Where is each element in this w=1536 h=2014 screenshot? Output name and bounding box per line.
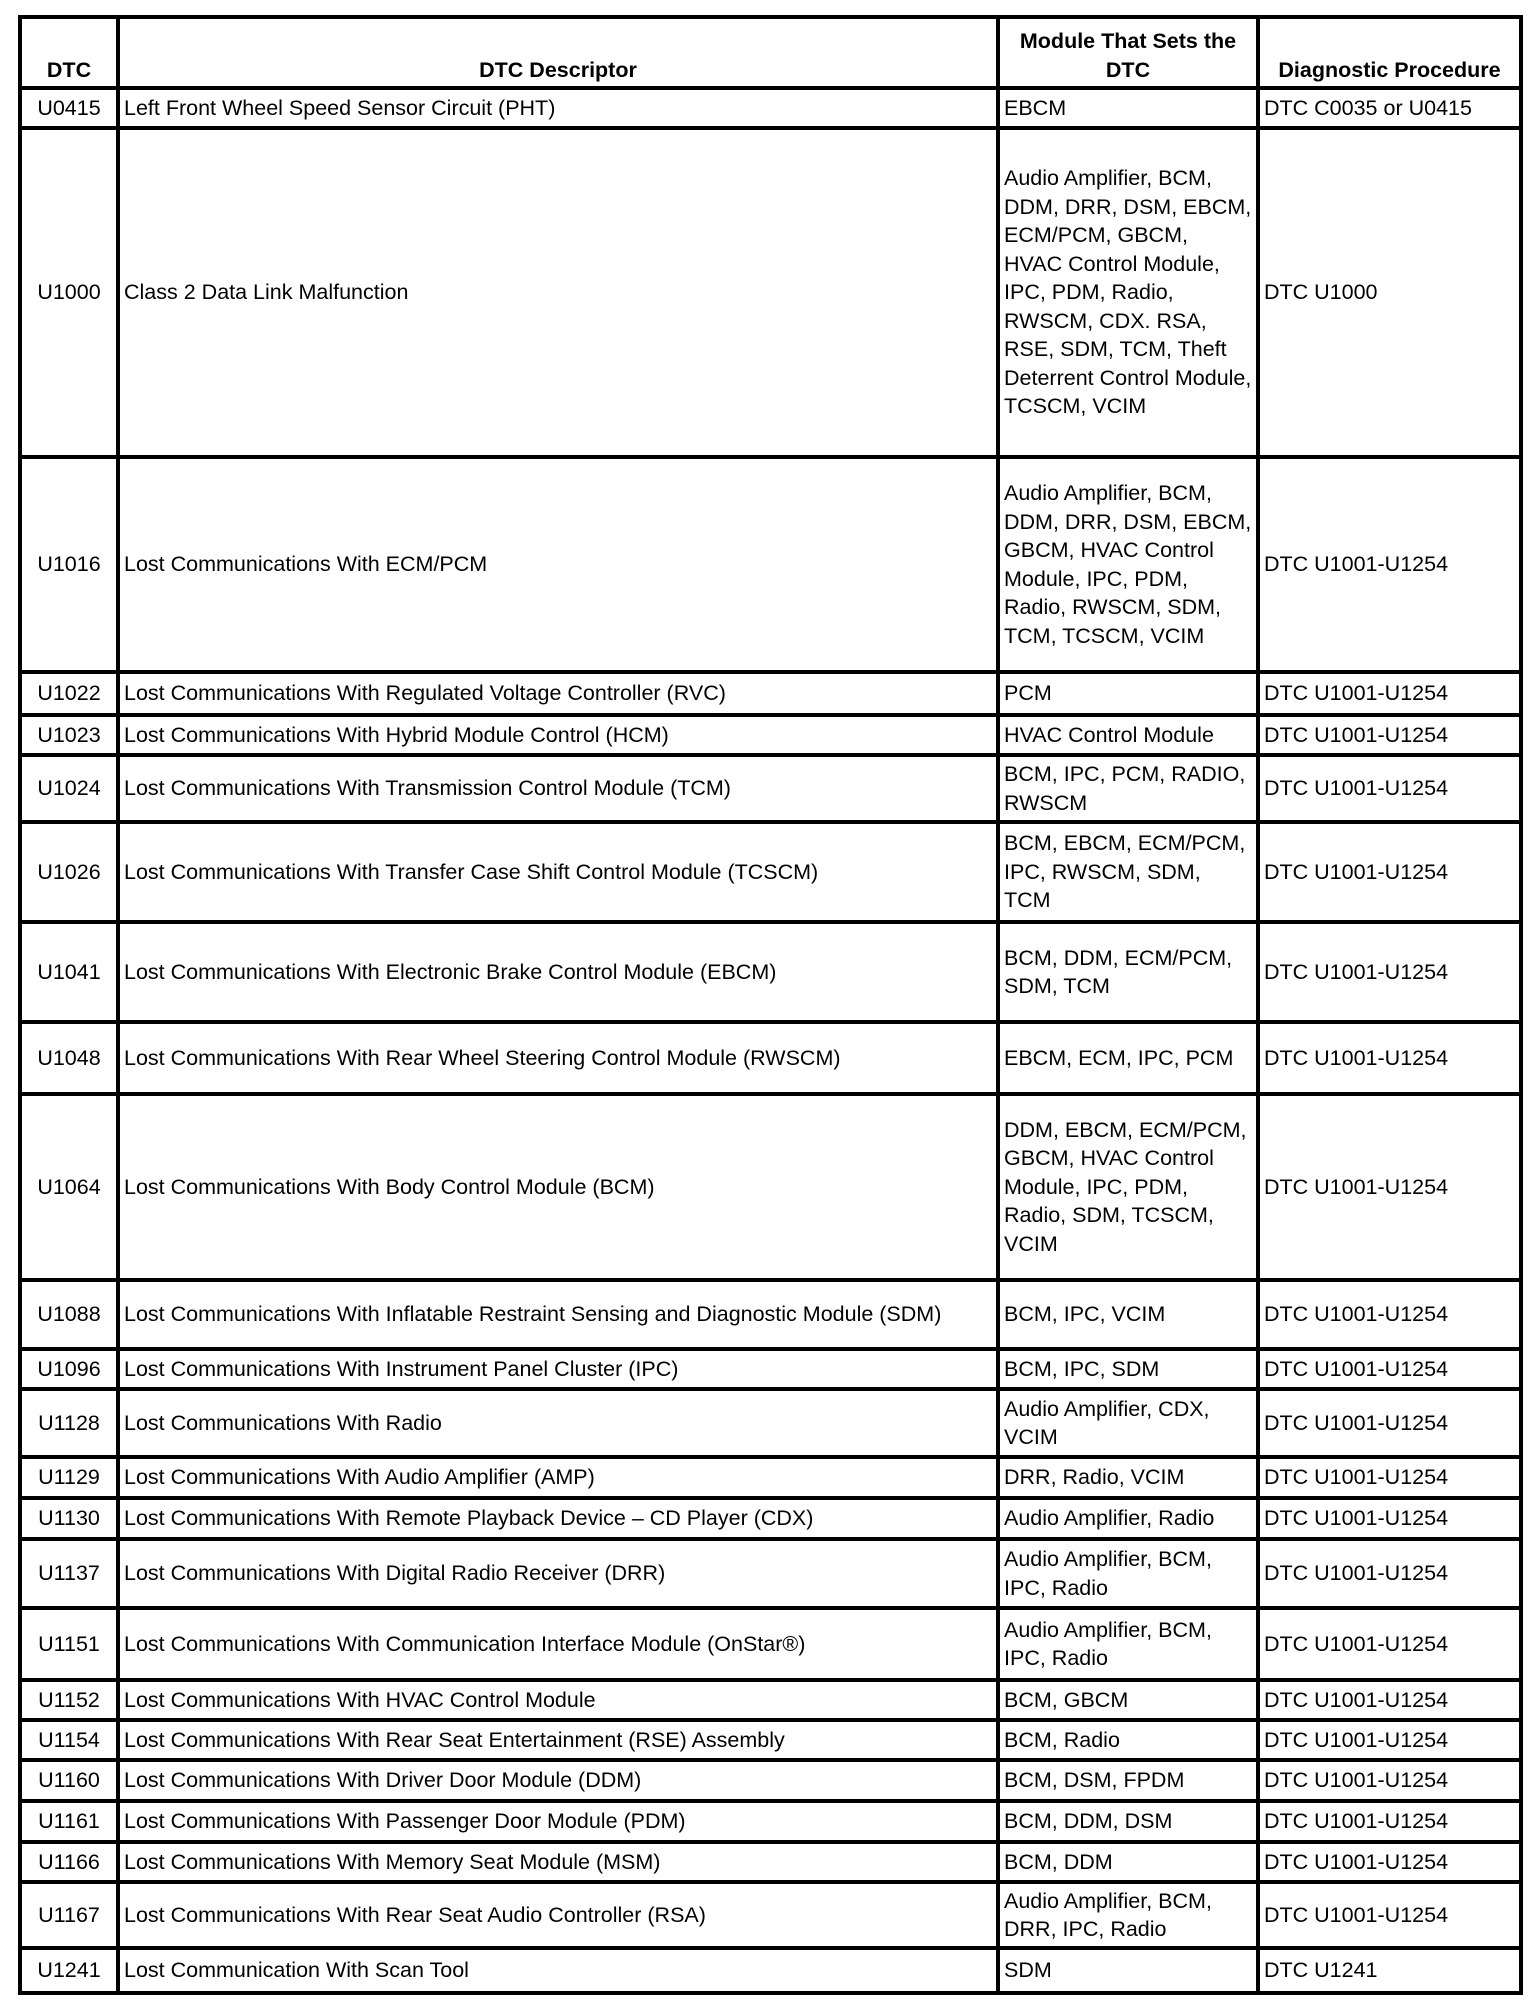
table-row [20,1094,1521,1280]
module-cell: Audio Amplifier, BCM, DDM, DRR, DSM, EBCM, GBCM, HVAC Control Module, IPC, PDM, Radio, RWSCM, SDM, TCM, TCSCM, VCIM [998,457,1258,672]
table-row [20,1280,1521,1349]
dtc-code-cell: U1160 [20,1760,118,1801]
diagnostic-procedure-cell: DTC U1000 [1258,128,1521,457]
dtc-descriptor-cell: Lost Communications With Transmission Control Module (TCM) [118,755,998,822]
dtc-descriptor-cell: Lost Communications With Digital Radio Receiver (DRR) [118,1539,998,1608]
table-row [20,1608,1521,1680]
dtc-code-cell: U1026 [20,822,118,922]
table-body [20,88,1521,1993]
table-row [20,1948,1521,1993]
diagnostic-procedure-cell: DTC U1001-U1254 [1258,922,1521,1022]
header-row [20,17,1521,88]
diagnostic-procedure-cell: DTC U1001-U1254 [1258,1539,1521,1608]
diagnostic-procedure-cell: DTC U1001-U1254 [1258,755,1521,822]
diagnostic-procedure-cell: DTC U1001-U1254 [1258,1720,1521,1760]
table-row [20,672,1521,715]
diagnostic-procedure-cell: DTC U1001-U1254 [1258,1280,1521,1349]
table-row [20,1349,1521,1389]
dtc-descriptor-cell: Lost Communications With Passenger Door Module (PDM) [118,1801,998,1842]
module-cell: BCM, IPC, SDM [998,1349,1258,1389]
table-row [20,457,1521,672]
table-row [20,128,1521,457]
dtc-code-cell: U1130 [20,1498,118,1539]
dtc-descriptor-cell: Lost Communications With Memory Seat Module (MSM) [118,1842,998,1882]
dtc-code-cell: U1152 [20,1680,118,1720]
dtc-descriptor-cell: Lost Communications With Driver Door Module (DDM) [118,1760,998,1801]
table-header [20,17,1521,88]
diagnostic-procedure-cell: DTC U1001-U1254 [1258,1801,1521,1842]
module-cell: PCM [998,672,1258,715]
module-cell: BCM, DSM, FPDM [998,1760,1258,1801]
module-cell: SDM [998,1948,1258,1993]
diagnostic-procedure-cell: DTC U1001-U1254 [1258,1389,1521,1457]
module-cell: Audio Amplifier, CDX, VCIM [998,1389,1258,1457]
dtc-code-cell: U1064 [20,1094,118,1280]
diagnostic-procedure-cell: DTC U1001-U1254 [1258,1457,1521,1498]
table-row [20,1389,1521,1457]
module-cell: DDM, EBCM, ECM/PCM, GBCM, HVAC Control Module, IPC, PDM, Radio, SDM, TCSCM, VCIM [998,1094,1258,1280]
dtc-descriptor-cell: Lost Communications With Body Control Module (BCM) [118,1094,998,1280]
dtc-descriptor-cell: Lost Communications With Inflatable Restraint Sensing and Diagnostic Module (SDM) [118,1280,998,1349]
dtc-descriptor-cell: Lost Communications With Radio [118,1389,998,1457]
diagnostic-procedure-cell: DTC U1001-U1254 [1258,1760,1521,1801]
dtc-descriptor-cell: Lost Communications With Remote Playback Device – CD Player (CDX) [118,1498,998,1539]
dtc-code-cell: U1000 [20,128,118,457]
module-cell: BCM, IPC, PCM, RADIO, RWSCM [998,755,1258,822]
dtc-descriptor-cell: Lost Communications With ECM/PCM [118,457,998,672]
dtc-descriptor-cell: Lost Communications With Rear Wheel Steering Control Module (RWSCM) [118,1022,998,1094]
dtc-descriptor-cell: Lost Communications With Instrument Panel Cluster (IPC) [118,1349,998,1389]
dtc-descriptor-cell: Lost Communications With HVAC Control Module [118,1680,998,1720]
dtc-code-cell: U1128 [20,1389,118,1457]
table-row [20,1680,1521,1720]
dtc-code-cell: U1023 [20,715,118,755]
diagnostic-procedure-cell: DTC U1001-U1254 [1258,672,1521,715]
table-row [20,1539,1521,1608]
table-row [20,822,1521,922]
table-row [20,922,1521,1022]
dtc-code-cell: U1024 [20,755,118,822]
module-cell: HVAC Control Module [998,715,1258,755]
dtc-descriptor-cell: Lost Communications With Communication Interface Module (OnStar®) [118,1608,998,1680]
dtc-code-cell: U1166 [20,1842,118,1882]
header-descriptor: DTC Descriptor [118,17,998,88]
dtc-code-cell: U1022 [20,672,118,715]
module-cell: BCM, EBCM, ECM/PCM, IPC, RWSCM, SDM, TCM [998,822,1258,922]
module-cell: BCM, GBCM [998,1680,1258,1720]
module-cell: EBCM [998,88,1258,128]
diagnostic-procedure-cell: DTC U1001-U1254 [1258,1680,1521,1720]
dtc-descriptor-cell: Lost Communications With Audio Amplifier (AMP) [118,1457,998,1498]
header-module: Module That Sets the DTC [998,17,1258,88]
dtc-code-cell: U1096 [20,1349,118,1389]
dtc-descriptor-cell: Class 2 Data Link Malfunction [118,128,998,457]
dtc-descriptor-cell: Lost Communications With Hybrid Module Control (HCM) [118,715,998,755]
diagnostic-procedure-cell: DTC U1001-U1254 [1258,715,1521,755]
module-cell: Audio Amplifier, BCM, DDM, DRR, DSM, EBCM, ECM/PCM, GBCM, HVAC Control Module, IPC, PDM, Radio, RWSCM, CDX. RSA, RSE, SDM, TCM, Theft Deterrent Control Module, TCSCM, VCIM [998,128,1258,457]
table-row [20,1882,1521,1948]
diagnostic-procedure-cell: DTC C0035 or U0415 [1258,88,1521,128]
diagnostic-procedure-cell: DTC U1001-U1254 [1258,1022,1521,1094]
diagnostic-procedure-cell: DTC U1001-U1254 [1258,457,1521,672]
dtc-code-cell: U1167 [20,1882,118,1948]
table-row [20,755,1521,822]
diagnostic-procedure-cell: DTC U1001-U1254 [1258,1094,1521,1280]
module-cell: Audio Amplifier, BCM, IPC, Radio [998,1539,1258,1608]
dtc-descriptor-cell: Lost Communications With Regulated Voltage Controller (RVC) [118,672,998,715]
table-row [20,1498,1521,1539]
diagnostic-procedure-cell: DTC U1001-U1254 [1258,1349,1521,1389]
dtc-code-cell: U1161 [20,1801,118,1842]
diagnostic-procedure-cell: DTC U1001-U1254 [1258,822,1521,922]
dtc-code-cell: U1041 [20,922,118,1022]
table-row [20,1457,1521,1498]
module-cell: BCM, IPC, VCIM [998,1280,1258,1349]
dtc-descriptor-cell: Lost Communications With Electronic Brake Control Module (EBCM) [118,922,998,1022]
table-row [20,1022,1521,1094]
diagnostic-procedure-cell: DTC U1241 [1258,1948,1521,1993]
module-cell: Audio Amplifier, BCM, DRR, IPC, Radio [998,1882,1258,1948]
table-row [20,1760,1521,1801]
dtc-code-cell: U1137 [20,1539,118,1608]
dtc-table [18,15,1523,1995]
dtc-code-cell: U1088 [20,1280,118,1349]
module-cell: Audio Amplifier, BCM, IPC, Radio [998,1608,1258,1680]
dtc-code-cell: U0415 [20,88,118,128]
dtc-code-cell: U1151 [20,1608,118,1680]
dtc-code-cell: U1129 [20,1457,118,1498]
dtc-code-cell: U1241 [20,1948,118,1993]
diagnostic-procedure-cell: DTC U1001-U1254 [1258,1882,1521,1948]
dtc-code-cell: U1154 [20,1720,118,1760]
dtc-code-cell: U1048 [20,1022,118,1094]
dtc-descriptor-cell: Left Front Wheel Speed Sensor Circuit (PHT) [118,88,998,128]
dtc-descriptor-cell: Lost Communications With Transfer Case Shift Control Module (TCSCM) [118,822,998,922]
module-cell: Audio Amplifier, Radio [998,1498,1258,1539]
module-cell: DRR, Radio, VCIM [998,1457,1258,1498]
module-cell: BCM, Radio [998,1720,1258,1760]
table-row [20,1720,1521,1760]
table-row [20,1801,1521,1842]
module-cell: BCM, DDM, ECM/PCM, SDM, TCM [998,922,1258,1022]
module-cell: BCM, DDM, DSM [998,1801,1258,1842]
dtc-code-cell: U1016 [20,457,118,672]
module-cell: BCM, DDM [998,1842,1258,1882]
dtc-descriptor-cell: Lost Communications With Rear Seat Audio Controller (RSA) [118,1882,998,1948]
diagnostic-procedure-cell: DTC U1001-U1254 [1258,1498,1521,1539]
header-procedure: Diagnostic Procedure [1258,17,1521,88]
diagnostic-procedure-cell: DTC U1001-U1254 [1258,1608,1521,1680]
table-row [20,88,1521,128]
diagnostic-procedure-cell: DTC U1001-U1254 [1258,1842,1521,1882]
dtc-descriptor-cell: Lost Communication With Scan Tool [118,1948,998,1993]
table-row [20,715,1521,755]
dtc-descriptor-cell: Lost Communications With Rear Seat Entertainment (RSE) Assembly [118,1720,998,1760]
header-dtc: DTC [20,17,118,88]
module-cell: EBCM, ECM, IPC, PCM [998,1022,1258,1094]
table-row [20,1842,1521,1882]
